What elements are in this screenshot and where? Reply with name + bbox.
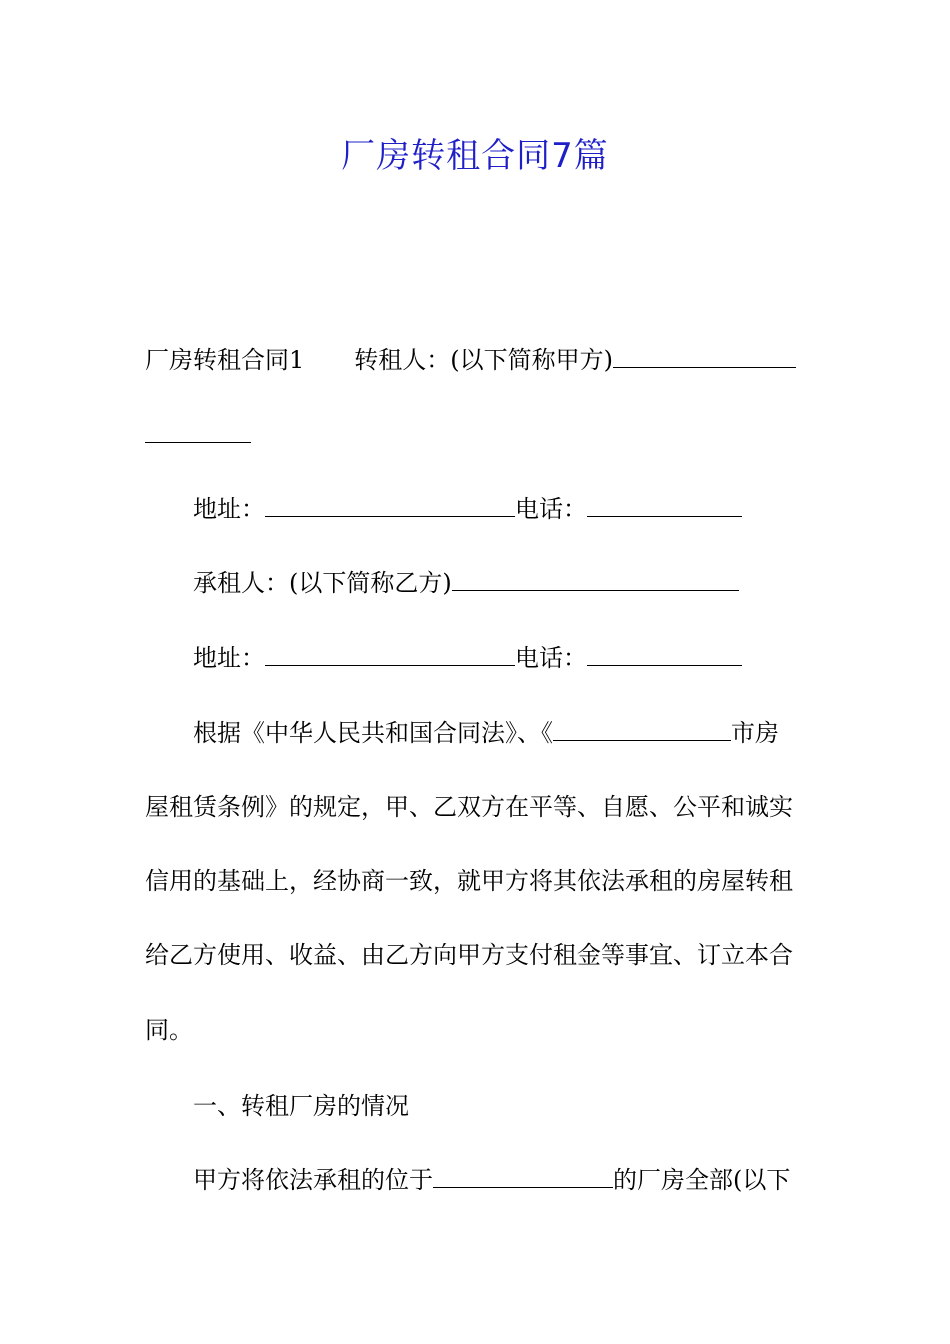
address-label-2: 地址： — [193, 644, 265, 672]
sublessor-blank — [613, 345, 796, 368]
paragraph-section-1 — [193, 1163, 810, 1197]
paragraph-basis-line-3: 信用的基础上，经协商一致，就甲方将其依法承租的房屋转租 — [145, 867, 793, 895]
paragraph-basis-line-4: 给乙方使用、收益、由乙方向甲方支付租金等事宜、订立本合 — [145, 941, 793, 969]
city-blank — [553, 718, 731, 741]
line-sublessor-cont — [145, 418, 810, 452]
sublessor-blank-cont — [145, 420, 251, 443]
location-blank — [433, 1165, 613, 1188]
basis-text-1: 根据《中华人民共和国合同法》、《 — [193, 719, 553, 747]
phone-blank-1 — [587, 494, 742, 517]
line-lessee — [193, 566, 810, 600]
document-title: 厂房转租合同7篇 — [341, 136, 609, 176]
lessee-blank — [452, 568, 739, 591]
address-blank-2 — [265, 643, 515, 666]
line-sublessor — [145, 343, 810, 377]
paragraph-basis-line-5: 同。 — [145, 1016, 193, 1044]
address-label-1: 地址： — [193, 495, 265, 523]
line-address-1 — [193, 492, 810, 526]
lessee-label: 承租人：(以下简称乙方) — [193, 569, 452, 597]
paragraph-basis-line-2: 屋租赁条例》的规定，甲、乙双方在平等、自愿、公平和诚实 — [145, 793, 793, 821]
paragraph-basis-line-1 — [193, 716, 810, 750]
address-blank-1 — [265, 494, 515, 517]
phone-label-1: 电话： — [515, 495, 587, 523]
sublessor-label: 转租人：(以下简称甲方) — [354, 346, 614, 374]
section-1-text-a: 甲方将依法承租的位于 — [193, 1166, 433, 1194]
section-1-text-b: 的厂房全部(以下 — [613, 1166, 791, 1194]
phone-label-2: 电话： — [515, 644, 587, 672]
contract-heading: 厂房转租合同1 — [145, 346, 305, 374]
phone-blank-2 — [587, 643, 742, 666]
line-address-2 — [193, 641, 810, 675]
section-heading-1: 一、转租厂房的情况 — [193, 1092, 409, 1120]
basis-text-1b: 市房 — [731, 719, 779, 747]
